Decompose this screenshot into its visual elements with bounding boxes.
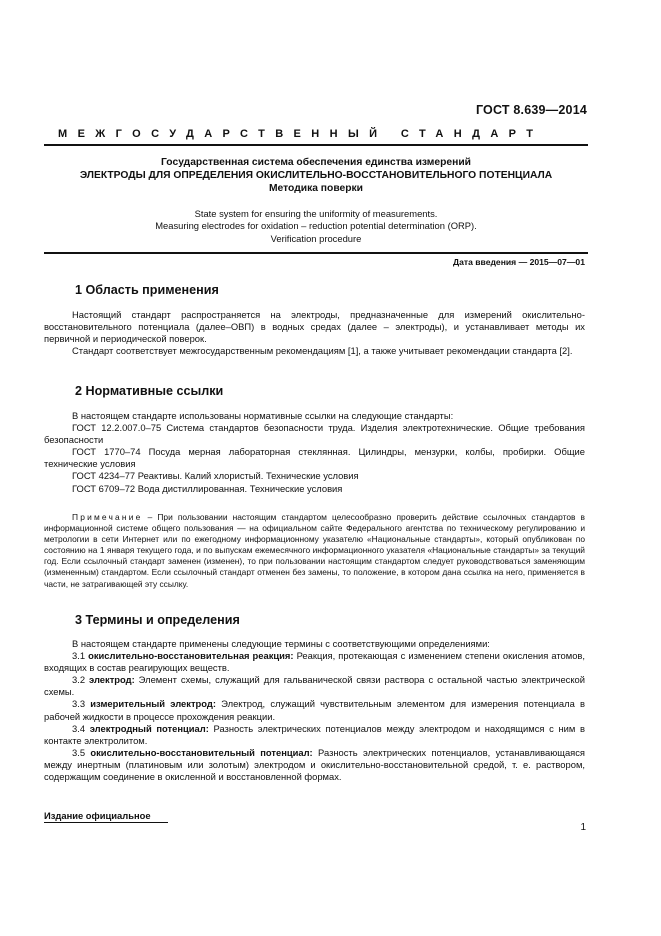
term-text: Элемент схемы, служащий для гальванической связи раствора с остальной частью электрической схемы. [44, 674, 586, 698]
section-1-paragraph-2: Стандарт соответствует межгосударственным рекомендациям [1], а также учитывает рекомендации стандарта [2]. [72, 345, 573, 357]
document-title [44, 156, 588, 195]
section-2-note [44, 512, 585, 590]
term-name: измерительный электрод: [90, 698, 216, 710]
note-label: Примечание [72, 512, 143, 522]
section-3-intro: В настоящем стандарте применены следующие термины с соответствующими определениями: [72, 638, 490, 649]
english-title-line-2: Measuring electrodes for oxidation – reduction potential determination (ORP). [155, 220, 477, 232]
english-title-line-3: Verification procedure [270, 232, 362, 244]
footer-rule [44, 822, 168, 823]
section-2-heading: 2 Нормативные ссылки [75, 384, 224, 398]
term-text: Разность электрических потенциалов между электродом и находящимся с ним в контакте электролитом. [44, 722, 586, 746]
term-definition [44, 674, 585, 698]
gost-number: ГОСТ 8.639—2014 [475, 103, 587, 117]
section-1-paragraph-1: Настоящий стандарт распространяется на электроды, предназначенные для измерений окислительно-восстановительного потенциала (далее–ОВП) в водных средах (далее – электроды), и устанавливает методы их первичной и периодической поверок. [44, 309, 585, 345]
official-edition-label: Издание официальное [44, 810, 151, 821]
section-3-body [44, 638, 585, 783]
interstate-standard-heading: МЕЖГОСУДАРСТВЕННЫЙ СТАНДАРТ [58, 128, 544, 140]
term-name: электрод: [89, 674, 135, 686]
header-rule [44, 144, 588, 146]
term-number: 3.2 [72, 674, 90, 686]
term-text: Реакция, протекающая с изменением степени окисления атомов, входящих в состав реагирующих веществ. [44, 650, 586, 674]
reference-item: ГОСТ 6709–72 Вода дистиллированная. Технические условия [72, 482, 343, 494]
title-line-1: Государственная система обеспечения единства измерений [160, 157, 471, 168]
term-name: окислительно-восстановительная реакция: [88, 650, 294, 662]
title-line-2: ЭЛЕКТРОДЫ ДЛЯ ОПРЕДЕЛЕНИЯ ОКИСЛИТЕЛЬНО-ВОССТАНОВИТЕЛЬНОГО ПОТЕНЦИАЛА [79, 170, 553, 181]
term-name: электродный потенциал: [89, 722, 209, 734]
section-1-heading: 1 Область применения [75, 283, 219, 297]
term-definition [44, 650, 585, 674]
term-text: Электрод, служащий чувствительным элементом для измерения потенциала в рабочей жидкости в процессе прохождения реакции. [44, 698, 585, 722]
english-title [44, 208, 588, 245]
section-2-body [44, 410, 585, 495]
title-line-3: Методика поверки [268, 183, 364, 194]
term-number: 3.5 [72, 746, 91, 758]
reference-item: ГОСТ 1770–74 Посуда мерная лабораторная стеклянная. Цилиндры, мензурки, колбы, пробирки. Общие технические условия [44, 446, 585, 470]
term-definition [44, 747, 585, 783]
term-number: 3.4 [72, 722, 90, 734]
section-3-heading: 3 Термины и определения [75, 613, 240, 627]
term-definition [44, 723, 585, 747]
section-2-intro: В настоящем стандарте использованы нормативные ссылки на следующие стандарты: [72, 410, 454, 421]
term-name: окислительно-восстановительный потенциал: [90, 746, 313, 758]
english-title-line-1: State system for ensuring the uniformity of measurements. [194, 208, 438, 219]
reference-item: ГОСТ 12.2.007.0–75 Система стандартов безопасности труда. Изделия электротехнические. Общие требования безопасности [44, 422, 585, 446]
term-number: 3.1 [72, 650, 89, 662]
page-number: 1 [580, 822, 586, 833]
term-text: Разность электрических потенциалов, устанавливающаяся между инертным (платиновым или золотым) электродом и окислительно-восстановительной средой, т. е. раствором, содержащим соединение в окисленной и восстановленной формах. [44, 746, 585, 783]
title-rule [44, 252, 588, 254]
introduction-date: Дата введения — 2015—07—01 [452, 257, 585, 267]
term-number: 3.3 [72, 698, 91, 710]
section-1-body [44, 309, 585, 357]
term-definition [44, 698, 585, 722]
reference-item: ГОСТ 4234–77 Реактивы. Калий хлористый. Технические условия [72, 470, 359, 482]
note-text: – При пользовании настоящим стандартом целесообразно проверить действие ссылочных стандартов в информационной системе общего пользования — на официальном сайте Федерального агентства по техническому регулированию и метрологии в сети Интернет или по ежегодному информационному указателю «Национальные стандарты», который опубликован по состоянию на 1 января текущего года, и по выпускам ежемесячного информационного указателя «Национальные стандарты» за текущий год. Если ссылочный стандарт заменен (изменен), то при пользовании настоящим стандартом следует руководствоваться заменяющим (измененным) стандартом. Если ссылочный стандарт отменен без замены, то положение, в котором дана ссылка на него, применяется в части, не затрагивающей эту ссылку. [44, 512, 585, 589]
